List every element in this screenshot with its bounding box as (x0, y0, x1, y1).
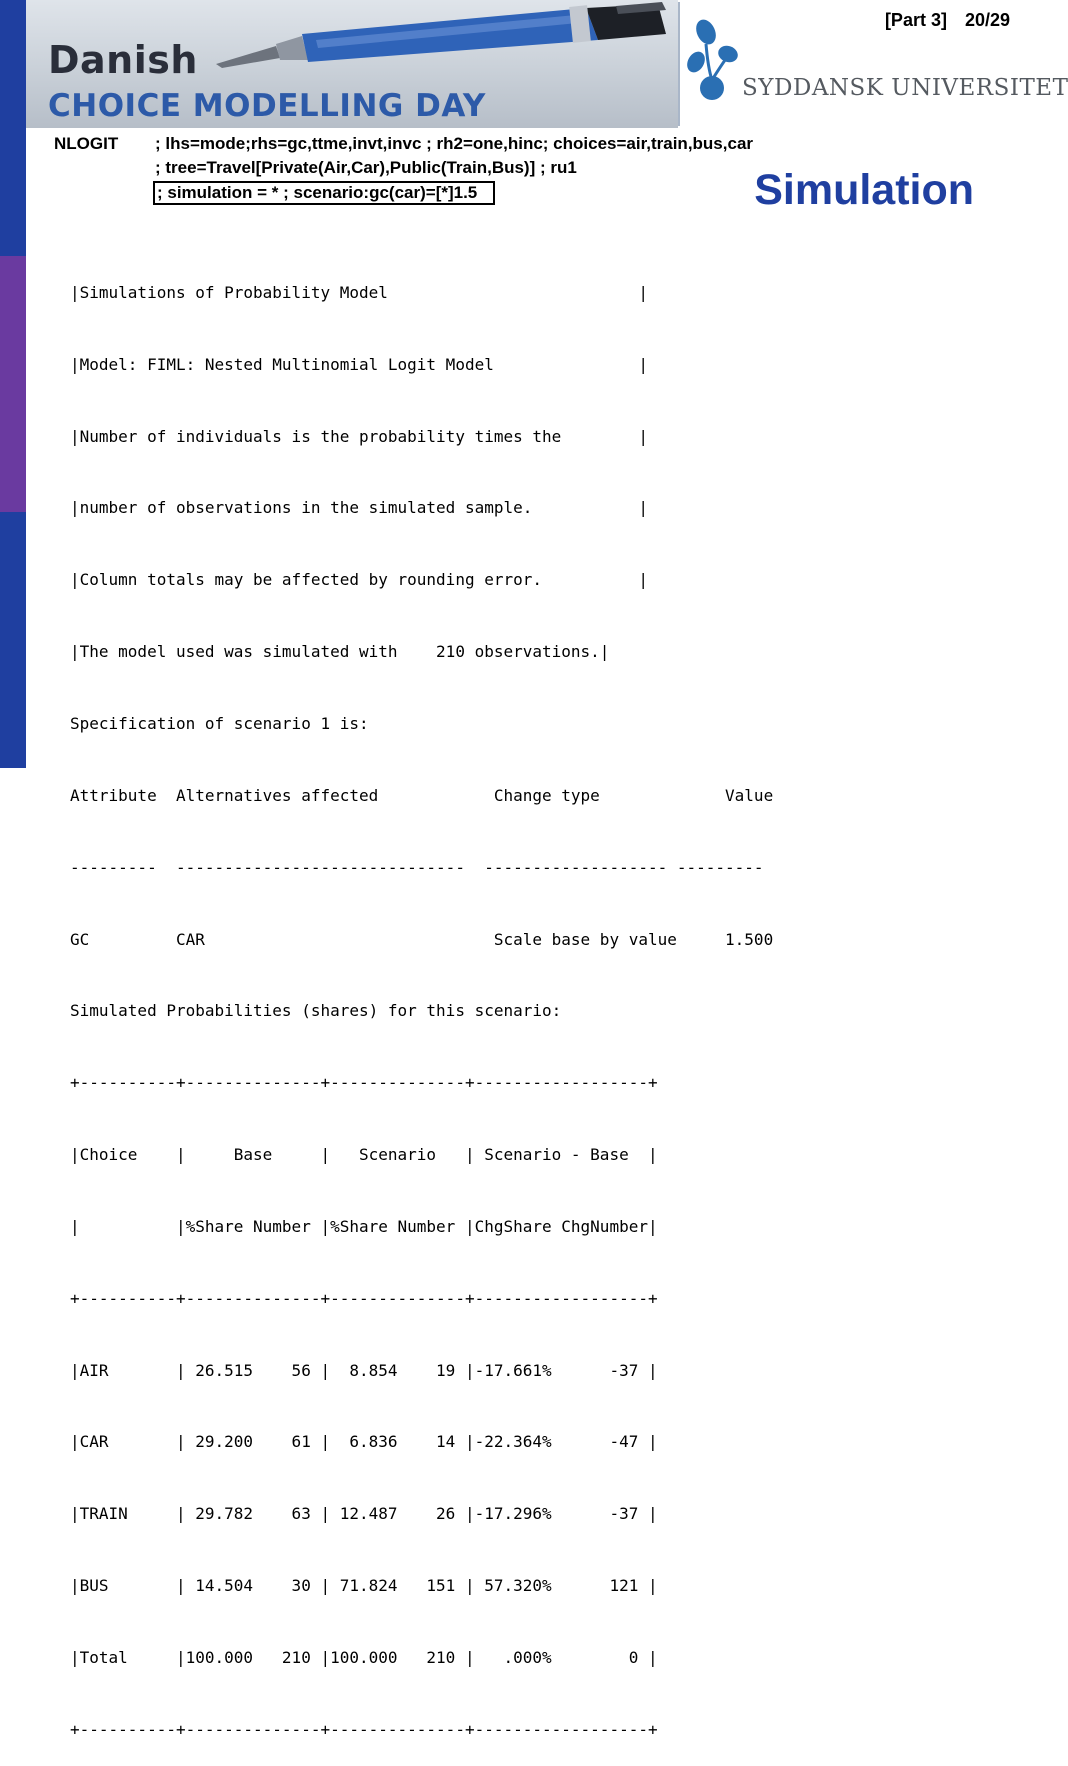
output-line: |Number of individuals is the probability times the | (70, 426, 648, 446)
output-line: Specification of scenario 1 is: (70, 713, 369, 733)
command-label: NLOGIT (54, 134, 119, 153)
command-line-2: ; tree=Travel[Private(Air,Car),Public(Train,Bus)] ; ru1 (155, 158, 577, 177)
output-line: |The model used was simulated with 210 observations.| (70, 642, 610, 662)
table-row: |AIR | 26.515 56 | 8.854 19 |-17.661% -37 | (70, 1360, 658, 1380)
table-row: |BUS | 14.504 30 | 71.824 151 | 57.320% 121 | (70, 1576, 658, 1596)
table-border-line: +----------+--------------+--------------+------------------+ (70, 1719, 658, 1739)
slide-position (885, 10, 1010, 31)
banner-title-danish: Danish (48, 38, 198, 82)
banner-title-cmd: CHOICE MODELLING DAY (48, 88, 486, 124)
output-line: |number of observations in the simulated sample. | (70, 498, 648, 518)
simulation-output (70, 233, 773, 1766)
table-border-line: +----------+--------------+--------------+------------------+ (70, 1288, 658, 1308)
command-line-1: ; lhs=mode;rhs=gc,ttme,invt,invc ; rh2=one,hinc; choices=air,train,bus,car (155, 134, 754, 153)
output-line: Simulated Probabilities (shares) for this scenario: (70, 1001, 562, 1021)
output-line: --------- ------------------------------ ------------------- --------- (70, 857, 764, 877)
output-line: |Simulations of Probability Model | (70, 282, 648, 302)
table-row: |CAR | 29.200 61 | 6.836 14 |-22.364% -47 | (70, 1432, 658, 1452)
output-line: Attribute Alternatives affected Change type Value (70, 785, 774, 805)
output-line: |Model: FIML: Nested Multinomial Logit Model | (70, 354, 648, 374)
table-total-row: |Total |100.000 210 |100.000 210 | .000% 0 | (70, 1647, 658, 1667)
output-line: GC CAR Scale base by value 1.500 (70, 929, 774, 949)
page-number: 20/29 (964, 10, 1010, 30)
slide-title: Simulation (754, 166, 974, 214)
side-bar-top (0, 0, 26, 256)
table-border-line: +----------+--------------+--------------+------------------+ (70, 1073, 658, 1093)
side-bar-middle (0, 256, 26, 512)
logo-divider (678, 2, 680, 126)
university-name: SYDDANSK UNIVERSITET (742, 75, 1068, 101)
part-label: [Part 3] (884, 10, 947, 30)
banner (26, 0, 678, 128)
side-bar-bottom (0, 512, 26, 768)
output-line: |Column totals may be affected by rounding error. | (70, 570, 648, 590)
table-header-row: |Choice | Base | Scenario | Scenario - Base | (70, 1145, 658, 1165)
tree-logo-icon (682, 18, 746, 108)
table-header-row: | |%Share Number |%Share Number |ChgShare ChgNumber| (70, 1216, 658, 1236)
table-row: |TRAIN | 29.782 63 | 12.487 26 |-17.296% -37 | (70, 1504, 658, 1524)
command-line-3-highlighted: ; simulation = * ; scenario:gc(car)=[*]1.5 (153, 181, 495, 205)
